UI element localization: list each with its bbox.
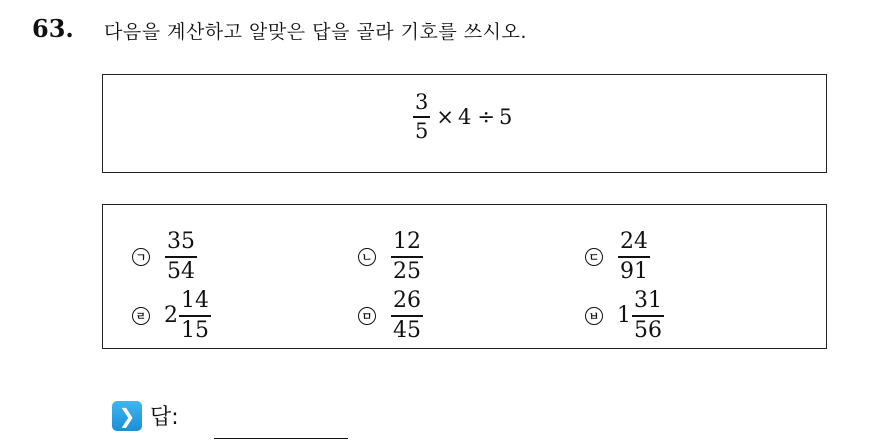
expression (413, 92, 512, 142)
fraction-bar (413, 116, 430, 118)
option-mark: ㄹ (132, 307, 150, 325)
option-numerator: 31 (634, 288, 662, 313)
option-numerator: 12 (393, 229, 421, 254)
fraction-bar (618, 256, 650, 258)
expression-denominator: 5 (415, 118, 429, 143)
option-fraction (165, 231, 197, 283)
option-fraction (179, 290, 211, 342)
question-text: 다음을 계산하고 알맞은 답을 골라 기호를 쓰시오. (104, 21, 527, 43)
option-denominator: 56 (634, 317, 662, 343)
option-denominator: 45 (393, 317, 421, 343)
option-whole: 1 (617, 303, 631, 329)
option-whole: 2 (164, 303, 178, 329)
expression-factor: 4 (457, 104, 472, 129)
times-operator: × (436, 104, 454, 129)
fraction-bar (179, 315, 211, 317)
fraction-bar (391, 315, 423, 317)
option-mark: ㄴ (358, 248, 376, 266)
option-mark: ㄷ (585, 248, 603, 266)
answer-label: 답: (150, 405, 179, 430)
fraction-bar (165, 256, 197, 258)
option-mark: ㄱ (132, 248, 150, 266)
chevron-right-icon: ❯ (112, 401, 142, 431)
option-fraction (391, 290, 423, 342)
fraction-bar (632, 315, 664, 317)
option-3[interactable] (585, 231, 650, 283)
option-denominator: 54 (167, 258, 195, 284)
option-denominator: 91 (620, 258, 648, 284)
option-4[interactable] (132, 290, 211, 342)
divide-operator: ÷ (477, 104, 495, 129)
option-numerator: 26 (393, 288, 421, 313)
option-denominator: 25 (393, 258, 421, 284)
option-numerator: 35 (167, 229, 195, 254)
expression-divisor: 5 (498, 104, 513, 129)
option-2[interactable] (358, 231, 423, 283)
option-fraction (632, 290, 664, 342)
option-fraction (391, 231, 423, 283)
expression-numerator: 3 (415, 90, 429, 114)
option-denominator: 15 (181, 317, 209, 343)
option-fraction (618, 231, 650, 283)
option-numerator: 24 (620, 229, 648, 254)
answer-blank[interactable] (214, 438, 348, 439)
option-mark: ㅁ (358, 307, 376, 325)
expression-fraction (413, 92, 430, 142)
question-number: 63. (32, 14, 74, 43)
option-1[interactable] (132, 231, 197, 283)
option-numerator: 14 (181, 288, 209, 313)
fraction-bar (391, 256, 423, 258)
option-6[interactable] (585, 290, 664, 342)
option-mark: ㅂ (585, 307, 603, 325)
option-5[interactable] (358, 290, 423, 342)
answer-row (112, 400, 179, 431)
